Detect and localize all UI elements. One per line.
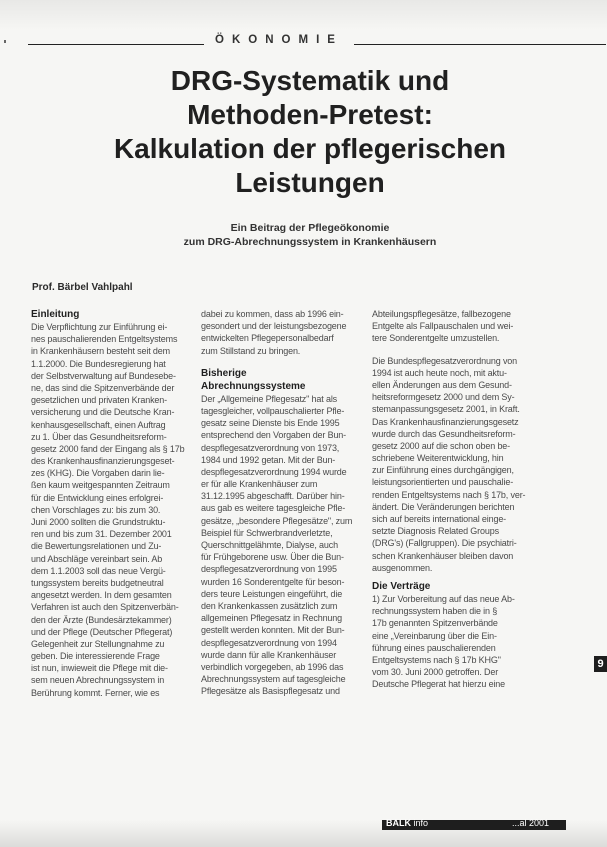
subtitle-line: Ein Beitrag der Pflegeökonomie [230,222,390,234]
body-text-line: angesetzt werden. In dem gesamten [31,590,172,601]
body-text-line: ist nun, inwieweit die Pflege mit die- [31,663,168,674]
body-text-line: allgemeinen Pflegesatz in Rechnung [201,613,342,624]
article-subtitle [60,221,560,249]
body-text-line: für Frühgeborene usw. Über die Bun- [201,552,344,563]
body-text-line: ne, das sind die Spitzenverbände der [31,382,175,393]
title-line: DRG-Systematik und [170,65,450,96]
body-text-line: despflegesatzverordnung von 1995 [201,564,337,575]
body-text-line: renden Entgeltsystems nach § 17b, ver- [372,489,526,500]
body-text-line: Abrechnungssystem auf tagesgleiche [201,674,346,685]
body-text-line: wurde dann für alle Krankenhäuser [201,649,337,660]
column-3-intro [372,308,544,345]
body-text-line: und Abschläge vereinbart sein. Ab [31,553,163,564]
body-text-line: den Krankenkassen zusätzlich zum [201,600,338,611]
body-text-line: schriebene Weiterentwicklung, hin [372,453,504,464]
body-text-line: gesetz 2000 auf die schon oben be- [372,440,511,451]
body-text-line: geben. Die interessierende Frage [31,651,160,662]
section-heading-abrechnungssysteme: Abrechnungssysteme [201,380,306,392]
body-text-line: zes (KHG). Die Vorgaben darin lie- [31,468,165,479]
body-text-line: 31.12.1995 abgeschafft. Darüber hin- [201,491,345,502]
body-text-line: ßen kaum weitgespannten Zeitraum [31,480,170,491]
title-line: Kalkulation der pflegerischen [113,133,507,164]
body-text-line: stemanpassungsgesetz 2001, in Kraft. [372,404,520,415]
scan-speck [4,40,6,43]
body-text-line: Die Verpflichtung zur Einführung ei- [31,322,168,332]
body-text-line: Abteilungspflegesätze, fallbezogene [372,309,511,319]
column-3-middle [372,355,544,574]
body-text-line: dem 1.1.2003 soll das neue Vergü- [31,565,166,576]
body-text-line: entsprechend den Vorgaben der Bun- [201,430,347,441]
footer-issue: ...al 2001 [512,818,550,828]
body-text-line: Beispiel für Schwerbrandverletzte, [201,527,333,538]
body-text-line: setzte Diagnosis Related Groups [372,526,499,537]
column-2-intro [201,308,366,357]
body-text-line: Das Krankenhausfinanzierungsgesetz [372,416,519,427]
body-text-line: Deutsche Pflegerat hat hierzu eine [372,679,505,690]
section-heading-bisherige: Bisherige [201,367,247,379]
column-1-body [31,321,199,699]
body-text-line: 1994 ist auch heute noch, mit aktu- [372,367,507,378]
title-line: Methoden-Pretest: [187,99,433,130]
body-text-line: nes pauschalierenden Entgeltsystems [31,334,178,345]
body-text-line: sem neuen Abrechnungssystem in [31,675,165,686]
body-text-line: despflegesatzverordnung 1994 wurde [201,466,347,477]
body-text-line: ellen Änderungen aus dem Gesund- [372,379,512,390]
body-text-line: gesetzlichen und privaten Kranken- [31,395,167,406]
body-text-line: tungssystem bereits budgetneutral [31,577,164,588]
spacer [372,345,544,355]
section-heading-vertraege: Die Verträge [372,580,431,592]
body-text-line: schen Krankenhäuser bleiben davon [372,550,514,561]
body-text-line: den der Ärzte (Bundesärztekammer) [31,614,172,625]
body-text-line: für die Entwicklung eines erfolgrei- [31,492,164,503]
spacer [201,357,366,367]
page-number-tab: 9 [594,656,607,672]
body-text-line: zur Einführung eines durchgängigen, [372,465,514,476]
body-text-line: ausgenommen. [372,562,433,573]
body-text-line: entwickelten Pflegepersonalbedarf [201,333,334,344]
body-text-line: (DRG's) (Fallgruppen). Die psychiatri- [372,538,517,549]
body-text-line: Entgelte als Fallpauschalen und wei- [372,321,514,332]
body-text-line: heitsreformgesetz 2000 und dem Sy- [372,392,515,403]
body-text-line: wurden 16 Sonderentgelte für beson- [201,576,345,587]
body-text-line: 1) Zur Vorbereitung auf das neue Ab- [372,593,515,604]
footer-brand [386,818,428,828]
column-3-body [372,593,544,691]
body-text-line: sich auf bereits international einge- [372,514,507,524]
body-text-line: gesätze, „besondere Pflegesätze", zum [201,515,353,526]
subtitle-line: zum DRG-Abrechnungssystem in Krankenhäusern [183,236,437,248]
title-line: Leistungen [235,167,385,198]
section-label: ÖKONOMIE [204,33,354,47]
body-text-line: Der „Allgemeine Pflegesatz" hat als [201,393,338,404]
body-text-line: des Krankenhausfinanzierungsgeset- [31,456,175,467]
body-text-line: ren und bis zum 31. Dezember 2001 [31,529,172,540]
body-text-line: gesetz 2000 fand der Eingang als § 17b [31,443,185,454]
body-text-line: Berührung kommt. Ferner, wie es [31,687,160,698]
body-text-line: Juni 2000 sollten die Grundstruktu- [31,517,166,527]
article-title [30,64,590,200]
footer-brand-suffix: info [413,818,429,828]
body-text-line: gesondert und der leistungsbezogene [201,321,347,332]
body-text-line: führung eines pauschalierenden [372,642,496,653]
body-text-line: despflegesatzverordnung von 1973, [201,442,340,453]
body-text-line: Querschnittgelähmte, Dialyse, auch [201,540,338,550]
body-text-line: gestellt werden konnten. Mit der Bun- [201,625,345,636]
body-text-line: und der Pflege (Deutscher Pflegerat) [31,626,173,637]
column-2-body [201,393,366,698]
column-2 [201,308,366,697]
body-text-line: 1.1.2000. Die Bundesregierung hat [31,358,166,369]
body-text-line: verbindlich vorgegeben, ab 1996 das [201,661,344,672]
body-text-line: chen Vorschlages zu: bis zum 30. [31,504,161,515]
body-text-line: Verfahren ist auch den Spitzenverbän- [31,602,179,613]
body-text-line: zu 1. Über das Gesundheitsreform- [31,431,167,442]
body-text-line: Gelegenheit zur Stellungnahme zu [31,638,165,649]
body-text-line: wurde durch das Gesundheitsreform- [372,428,516,439]
body-text-line: ändert. Die Veränderungen berichten [372,501,515,512]
body-text-line: eine „Vereinbarung über die Ein- [372,630,497,641]
body-text-line: dabei zu kommen, dass ab 1996 ein- [201,309,344,319]
body-text-line: versicherung und die Deutsche Kran- [31,407,175,418]
footer-brand-name: BALK [386,818,411,828]
body-text-line: Entgeltsystems nach § 17b KHG" [372,654,501,665]
body-text-line: 1984 und 1992 getan. Mit der Bun- [201,454,336,465]
body-text-line: tagesgleicher, vollpauschalierter Pfle- [201,405,345,416]
body-text-line: er für alle Krankenhäuser zum [201,479,318,490]
body-text-line: despflegesatzverordnung von 1994 [201,637,337,648]
body-text-line: ders teure Leistungen eingeführt, die [201,588,343,599]
body-text-line: rechnungssystem haben die in § [372,606,498,617]
section-heading-einleitung: Einleitung [31,309,80,320]
body-text-line: gesatz seine Dienste bis Ende 1995 [201,418,340,429]
body-text-line: der Selbstverwaltung auf Bundesebe- [31,370,176,381]
column-1 [31,308,199,699]
body-text-line: Pflegesätze als Basispflegesatz und [201,686,340,697]
author-name: Prof. Bärbel Vahlpahl [32,282,133,293]
body-text-line: aus gab es weitere tagesgleiche Pfle- [201,503,346,514]
body-text-line: tere Sonderentgelte umzustellen. [372,333,500,344]
body-text-line: zum Stillstand zu bringen. [201,345,301,356]
body-text-line: kenhausgesellschaft, einen Auftrag [31,419,166,430]
body-text-line: in Krankenhäusern besteht seit dem [31,346,170,357]
body-text-line: 17b genannten Spitzenverbände [372,618,498,629]
body-text-line: leistungsorientierten und pauschalie- [372,477,514,488]
body-text-line: Die Bundespflegesatzverordnung von [372,355,517,366]
column-3 [372,308,544,690]
body-text-line: vom 30. Juni 2000 getroffen. Der [372,667,499,678]
body-text-line: die Bewertungsrelationen und Zu- [31,541,162,552]
